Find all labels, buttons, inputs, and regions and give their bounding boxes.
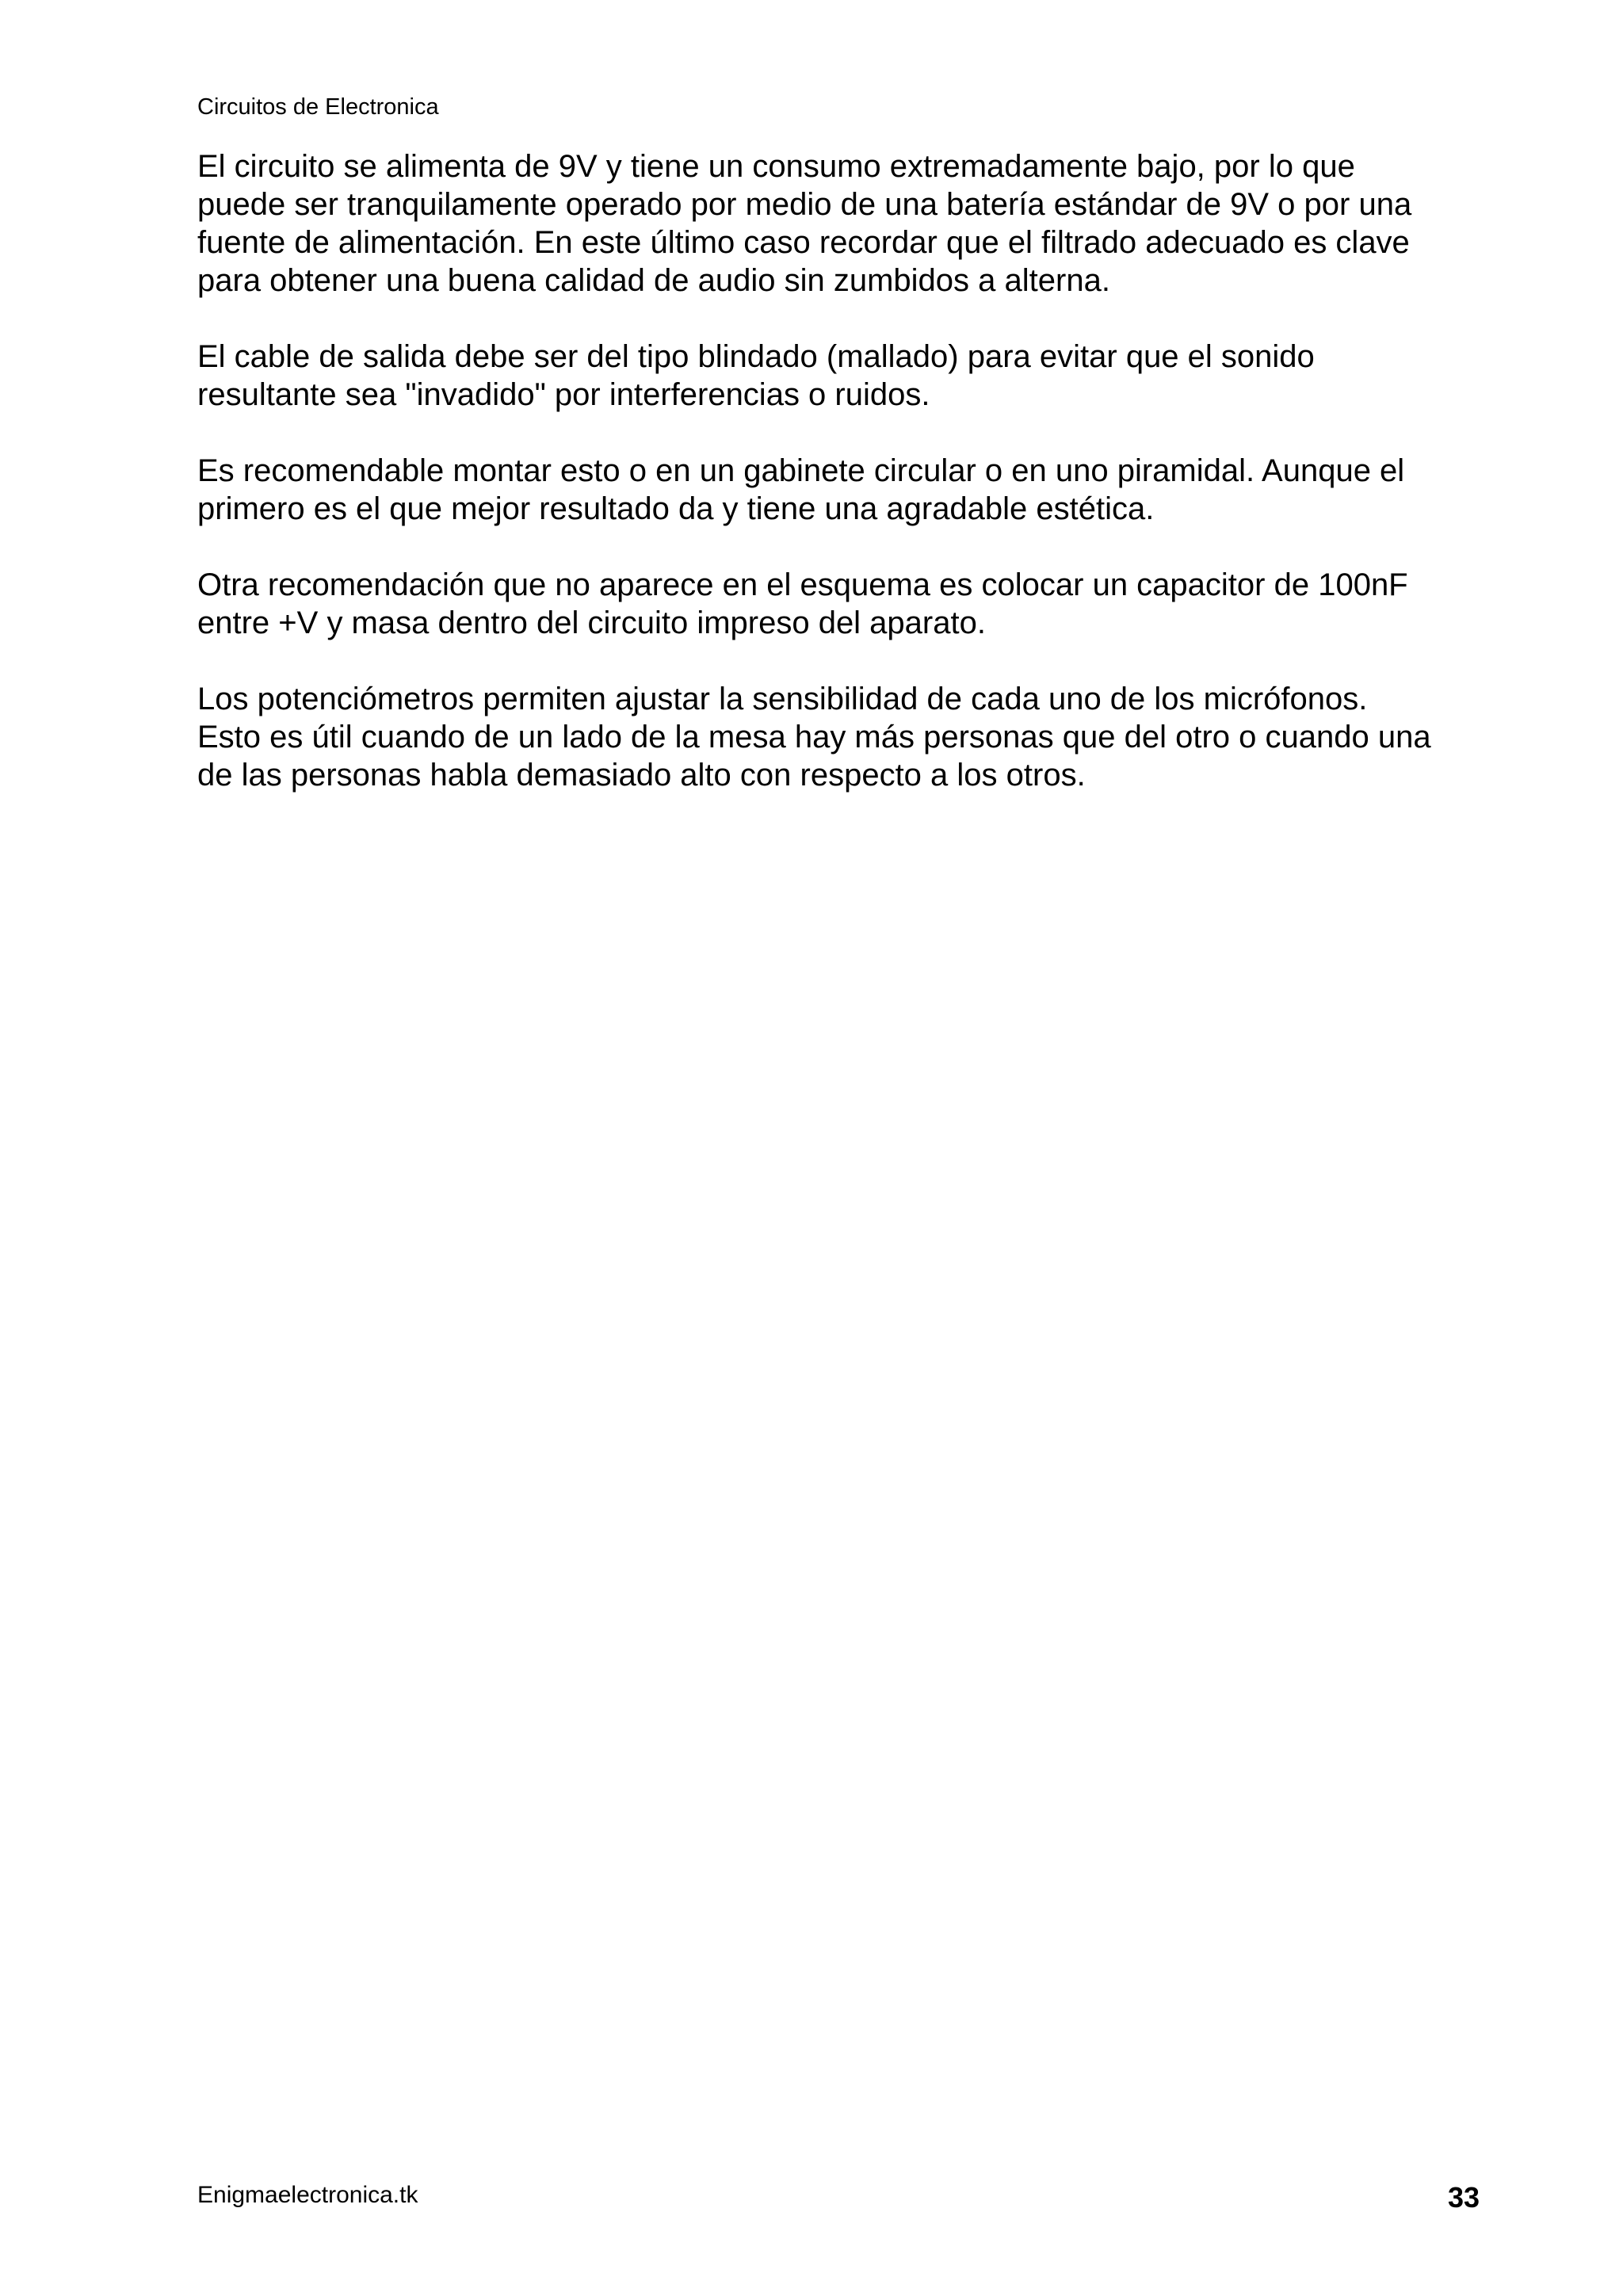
paragraph-capacitor xyxy=(197,566,1497,642)
text-line: para obtener una buena calidad de audio sin zumbidos a alterna. xyxy=(197,263,1110,298)
text-line: de las personas habla demasiado alto con respecto a los otros. xyxy=(197,758,1086,793)
page-number: 33 xyxy=(1447,2181,1480,2214)
paragraph-output-cable xyxy=(197,338,1497,414)
body-text xyxy=(197,147,1497,832)
text-line: Esto es útil cuando de un lado de la mesa hay más personas que del otro o cuando una xyxy=(197,720,1431,755)
text-line: El circuito se alimenta de 9V y tiene un consumo extremadamente bajo, por lo que xyxy=(197,149,1355,184)
footer-site: Enigmaelectronica.tk xyxy=(197,2182,418,2208)
text-line: Los potenciómetros permiten ajustar la sensibilidad de cada uno de los micrófonos. xyxy=(197,682,1368,716)
text-line: resultante sea "invadido" por interferencias o ruidos. xyxy=(197,377,930,412)
text-line: Es recomendable montar esto o en un gabinete circular o en uno piramidal. Aunque el xyxy=(197,453,1405,488)
text-line: primero es el que mejor resultado da y tiene una agradable estética. xyxy=(197,491,1155,526)
text-line: El cable de salida debe ser del tipo blindado (mallado) para evitar que el sonido xyxy=(197,339,1315,374)
paragraph-enclosure xyxy=(197,452,1497,528)
paragraph-power-supply xyxy=(197,147,1497,300)
text-line: fuente de alimentación. En este último caso recordar que el filtrado adecuado es clave xyxy=(197,225,1410,260)
text-line: entre +V y masa dentro del circuito impreso del aparato. xyxy=(197,606,986,640)
paragraph-potentiometers xyxy=(197,680,1497,794)
page-header-title: Circuitos de Electronica xyxy=(197,94,439,120)
text-line: Otra recomendación que no aparece en el esquema es colocar un capacitor de 100nF xyxy=(197,567,1408,602)
text-line: puede ser tranquilamente operado por medio de una batería estándar de 9V o por una xyxy=(197,187,1412,222)
